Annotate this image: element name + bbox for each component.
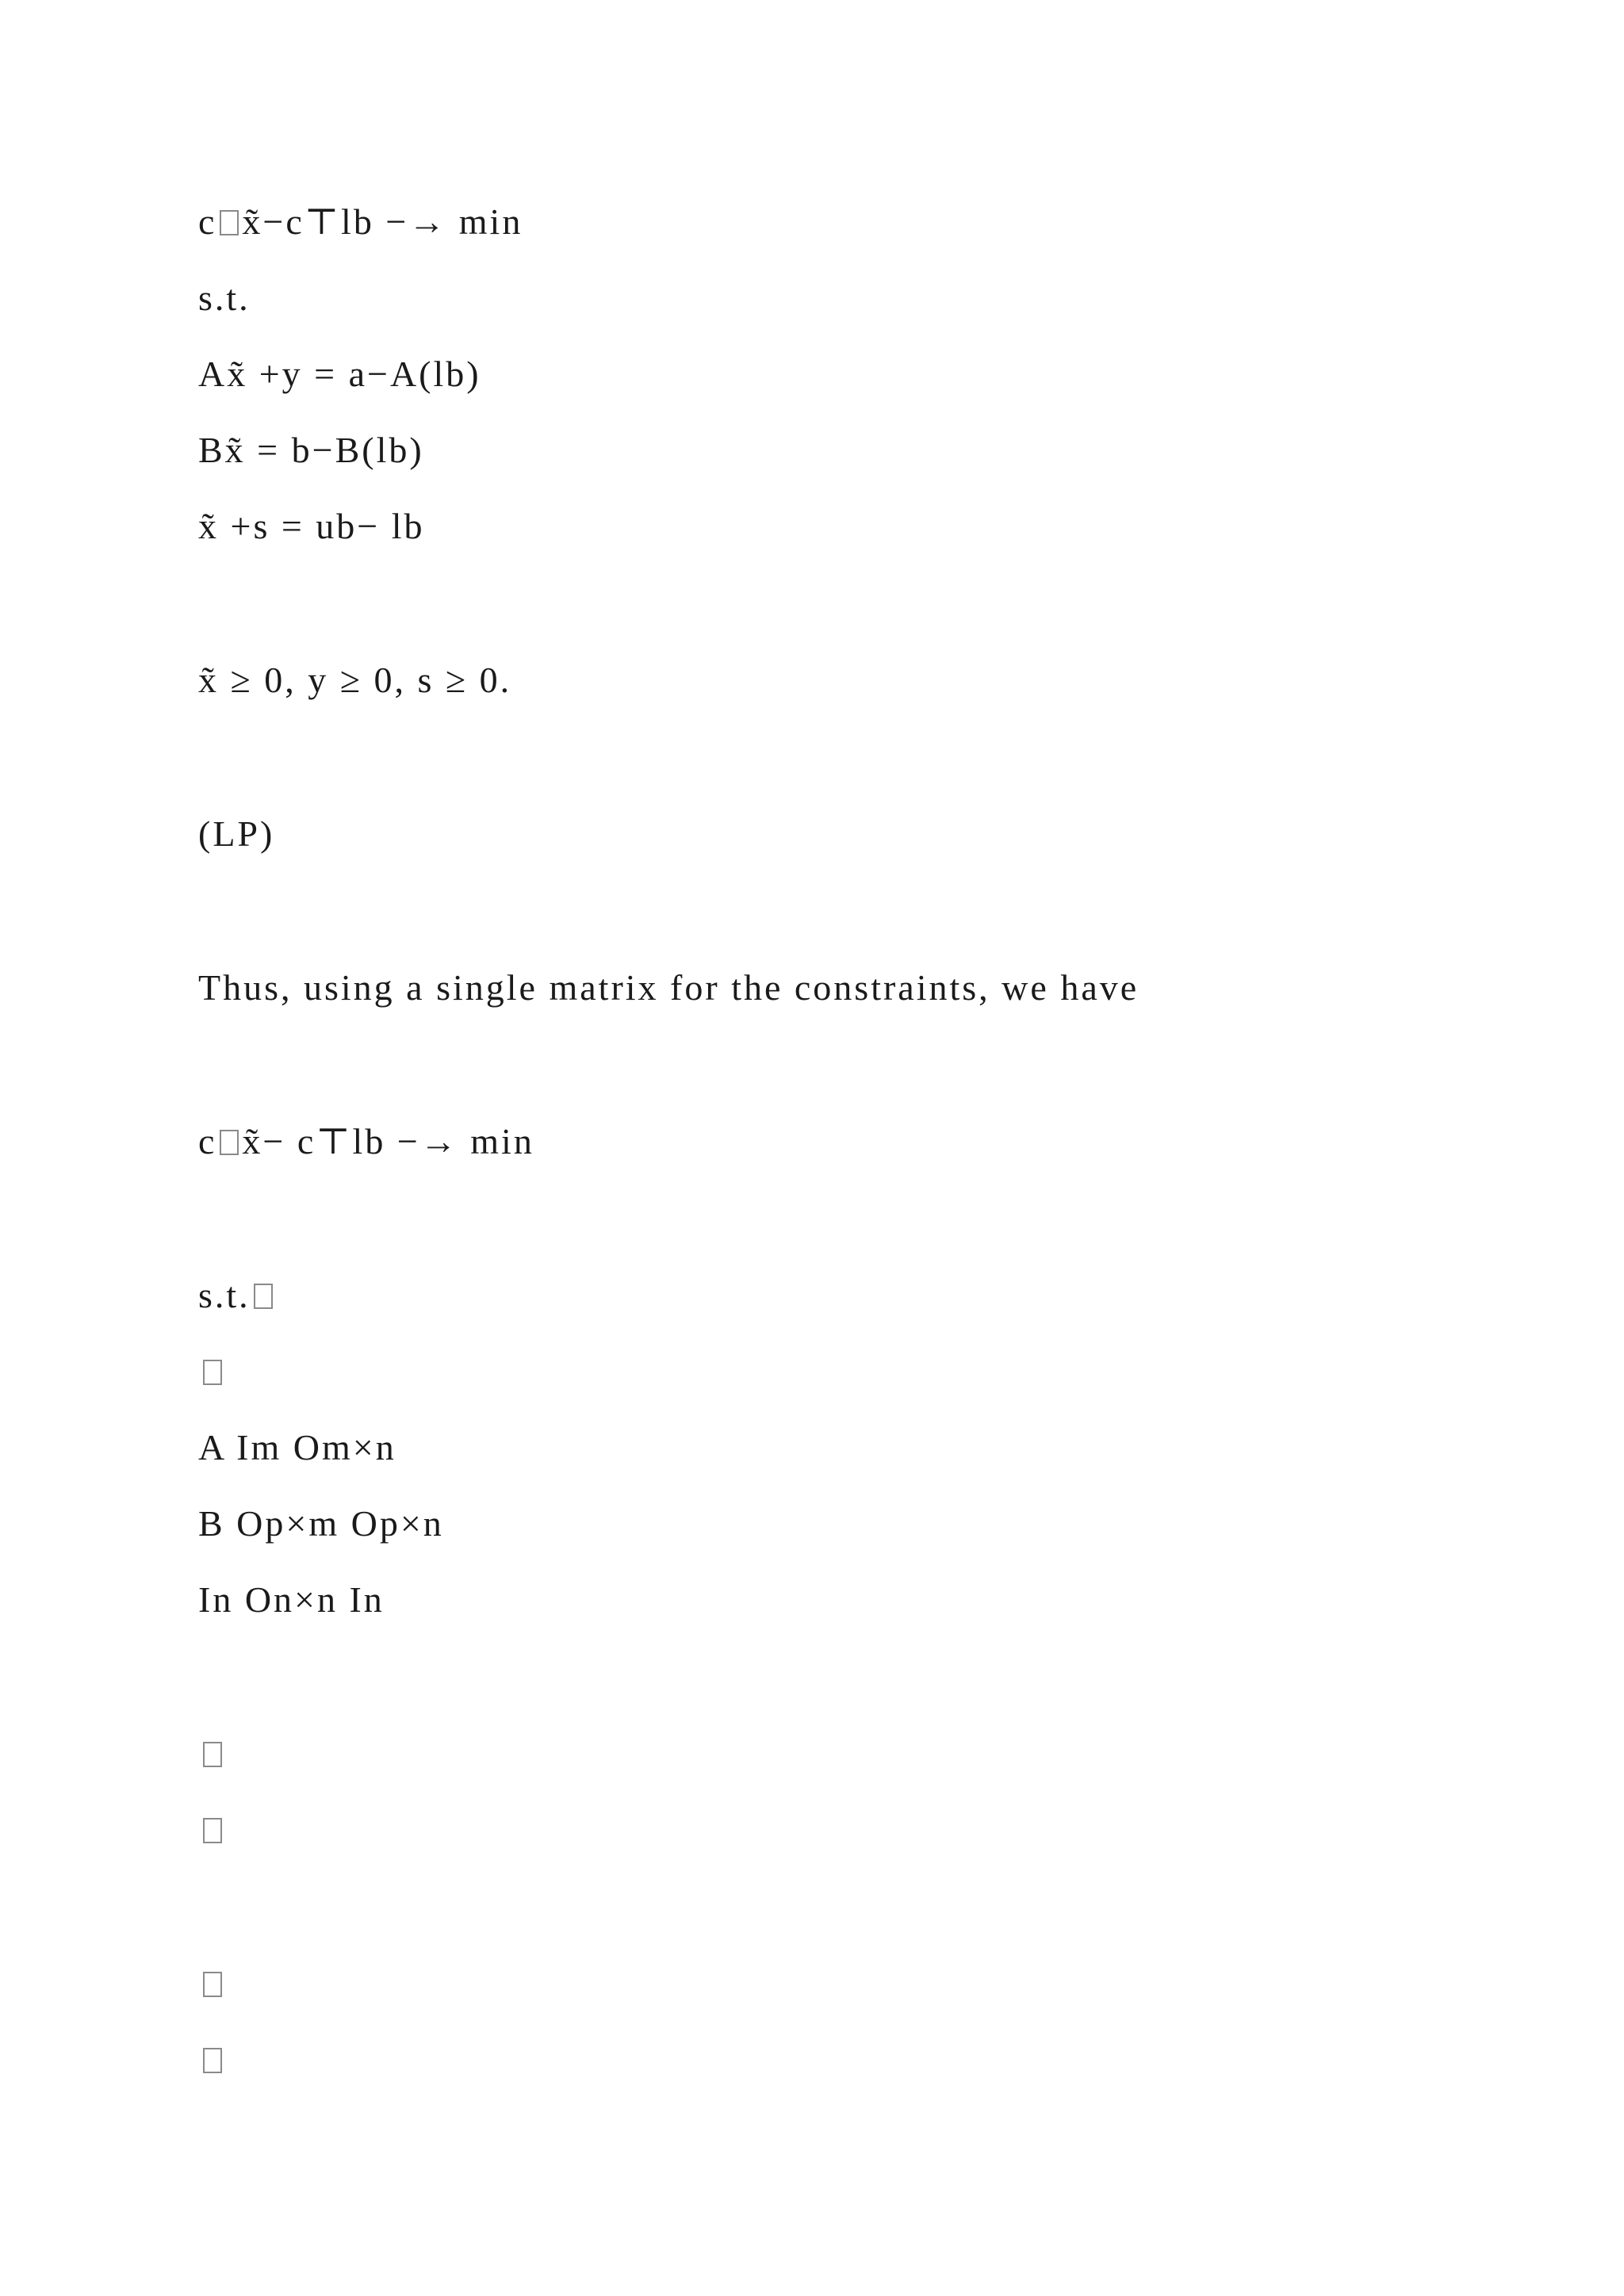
objective-prefix: c — [198, 201, 217, 242]
missing-glyph-icon — [203, 2048, 222, 2073]
constraint-1: Ax̃ +y = a−A(lb) — [198, 354, 481, 394]
missing-glyph-icon — [203, 1818, 222, 1843]
matrix-row-2: B Op×m Op×n — [198, 1503, 444, 1544]
bracket-line — [198, 2036, 225, 2084]
subject-to-label: s.t. — [198, 277, 251, 318]
missing-glyph-icon — [254, 1284, 273, 1309]
bracket-line — [198, 1730, 225, 1777]
matrix-objective-suffix: x̃− c⊤lb −→ min — [242, 1121, 534, 1161]
constraint-3: x̃ +s = ub− lb — [198, 506, 425, 546]
matrix-row-1: A Im Om×n — [198, 1427, 396, 1468]
missing-glyph-icon — [203, 1972, 222, 1997]
matrix-subject-to-line — [198, 1272, 276, 1319]
bracket-line — [198, 1806, 225, 1854]
matrix-objective-line — [198, 1118, 534, 1165]
missing-glyph-icon — [220, 1130, 239, 1155]
objective-line — [198, 198, 523, 246]
bracket-line — [198, 1960, 225, 2007]
matrix-objective-prefix: c — [198, 1121, 217, 1161]
missing-glyph-icon — [203, 1742, 222, 1767]
objective-suffix: x̃−c⊤lb −→ min — [242, 201, 523, 242]
matrix-row-3: In On×n In — [198, 1579, 385, 1620]
constraint-2: Bx̃ = b−B(lb) — [198, 430, 424, 470]
bracket-line — [198, 1348, 225, 1395]
nonnegativity-line: x̃ ≥ 0, y ≥ 0, s ≥ 0. — [198, 660, 512, 700]
body-paragraph: Thus, using a single matrix for the constraints, we have — [198, 967, 1139, 1008]
missing-glyph-icon — [220, 210, 239, 235]
problem-label: (LP) — [198, 813, 275, 854]
matrix-subject-to-label: s.t. — [198, 1275, 251, 1315]
missing-glyph-icon — [203, 1360, 222, 1385]
